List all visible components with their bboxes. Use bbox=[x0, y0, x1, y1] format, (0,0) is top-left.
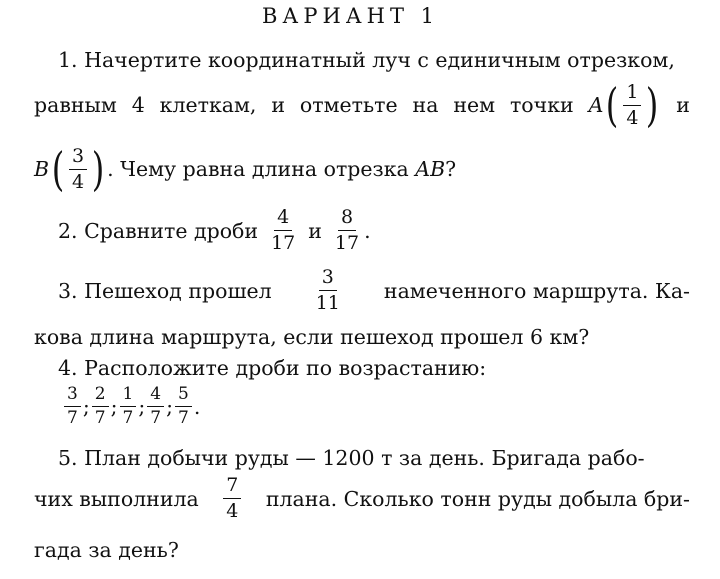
task1-conj: и bbox=[676, 93, 690, 117]
task1-question: . Чему равна длина отрезка bbox=[107, 157, 416, 181]
fraction-a: $\frac{1}{4}$ bbox=[623, 83, 641, 128]
task5-line3: гада за день? bbox=[34, 538, 179, 562]
task5-line2 bbox=[34, 476, 690, 521]
task2-period: . bbox=[364, 218, 371, 243]
fraction-4-7: $\frac{4}{7}$ bbox=[147, 386, 164, 427]
separator: ; bbox=[138, 394, 146, 419]
task1-line3: B ( $\frac{3}{4}$ ) . Чему равна длина отрезка AB ? bbox=[34, 142, 457, 196]
task5-text-cont: плана. Сколько тонн руды добыла бри- bbox=[265, 486, 690, 511]
task5-text: чих выполнила bbox=[34, 486, 199, 511]
point-b-label: B bbox=[34, 157, 50, 181]
fraction-8-17: $\frac{8}{17}$ bbox=[334, 206, 360, 254]
task1-word: равным bbox=[34, 93, 117, 117]
task2 bbox=[58, 208, 371, 253]
task1-word: и bbox=[271, 93, 286, 117]
separator: ; bbox=[110, 394, 118, 419]
point-a: A ( $\frac{1}{4}$ ) bbox=[588, 78, 659, 132]
task3-text: 3. Пешеход прошел bbox=[58, 278, 272, 303]
task1-word: клеткам, bbox=[159, 93, 257, 117]
task3-line1 bbox=[58, 268, 690, 313]
task5-line1: 5. План добычи руды — 1200 т за день. Бригада рабо- bbox=[58, 446, 645, 470]
fraction-4-17: $\frac{4}{17}$ bbox=[271, 206, 296, 254]
task4-line1: 4. Расположите дроби по возрастанию: bbox=[58, 356, 487, 380]
task1-line2 bbox=[34, 78, 690, 132]
task1-word: нем bbox=[453, 93, 496, 117]
task4-fractions bbox=[62, 386, 200, 427]
task1-word: 4 bbox=[131, 93, 145, 117]
fraction-7-4: $\frac{7}{4}$ bbox=[223, 476, 241, 521]
fraction-b: $\frac{3}{4}$ bbox=[69, 147, 87, 192]
page-title: ВАРИАНТ 1 bbox=[262, 4, 440, 28]
fraction-2-7: $\frac{2}{7}$ bbox=[92, 386, 109, 427]
question-mark: ? bbox=[445, 157, 457, 181]
fraction-5-7: $\frac{5}{7}$ bbox=[175, 386, 192, 427]
segment-ab: AB bbox=[415, 157, 446, 181]
fraction-3-7: $\frac{3}{7}$ bbox=[64, 386, 81, 427]
fraction-3-11: $\frac{3}{11}$ bbox=[315, 266, 340, 314]
fraction-1-7: $\frac{1}{7}$ bbox=[120, 386, 137, 427]
task2-text: 2. Сравните дроби bbox=[58, 218, 259, 243]
task3-line2: кова длина маршрута, если пешеход прошел 6 км? bbox=[34, 325, 590, 349]
task2-conj: и bbox=[308, 218, 322, 243]
period: . bbox=[193, 394, 201, 419]
task1-word: отметьте bbox=[299, 93, 398, 117]
task3-text-cont: намеченного маршрута. Ка- bbox=[383, 278, 690, 303]
task1-word: точки bbox=[509, 93, 574, 117]
separator: ; bbox=[166, 394, 173, 419]
task1-line1: 1. Начертите координатный луч с единичным отрезком, bbox=[58, 48, 675, 72]
task1-word: на bbox=[412, 93, 439, 117]
separator: ; bbox=[82, 394, 90, 419]
